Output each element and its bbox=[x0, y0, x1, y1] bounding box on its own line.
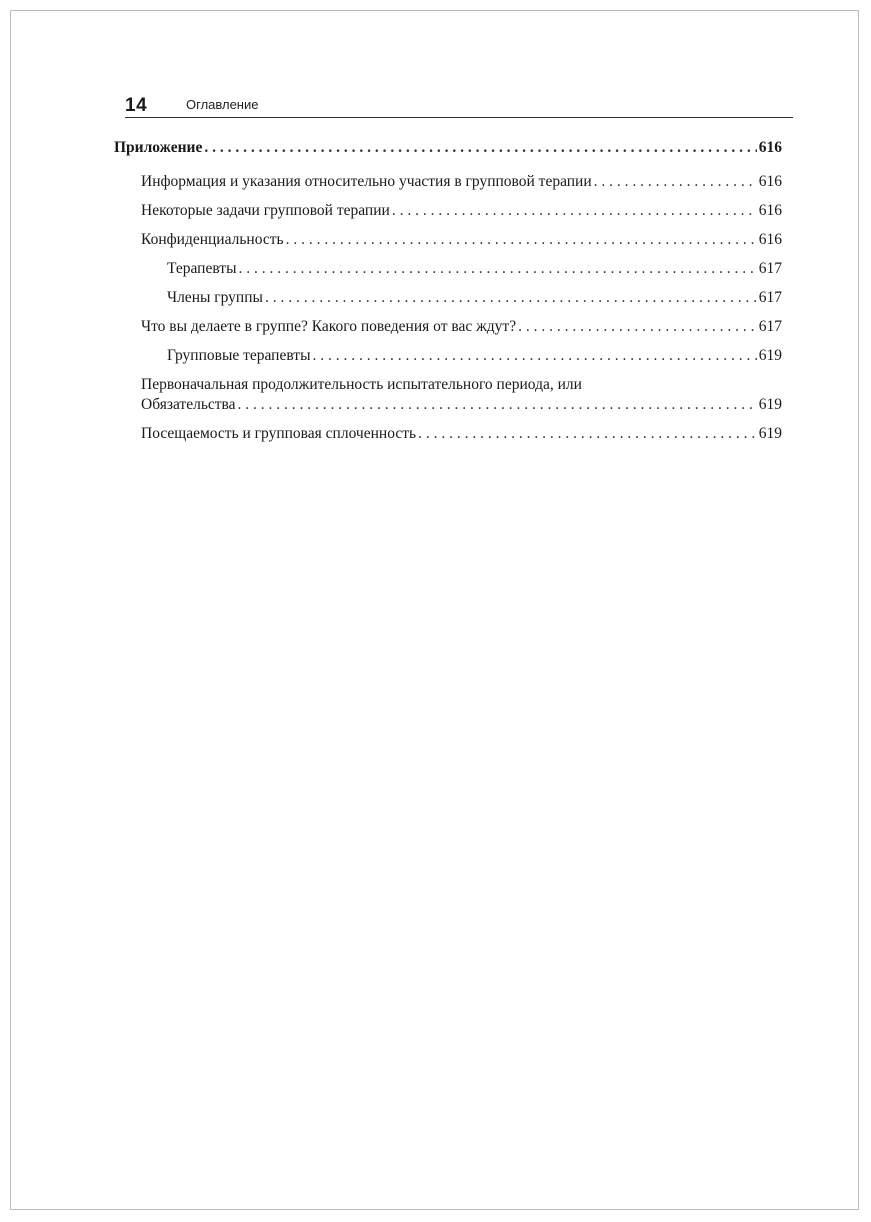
dot-leader bbox=[238, 259, 756, 279]
dot-leader bbox=[418, 424, 757, 444]
toc-subentry[interactable] bbox=[114, 346, 782, 366]
toc-entry-title: Что вы делаете в группе? Какого поведения от вас ждут? bbox=[141, 318, 517, 335]
toc-entry-title-line1: Первоначальная продолжительность испытательного периода, или bbox=[141, 376, 582, 393]
toc-entry-title: Приложение bbox=[114, 139, 203, 156]
toc-entry-page: 619 bbox=[758, 425, 782, 442]
toc-entry-page: 619 bbox=[758, 347, 782, 364]
toc-entry-title: Члены группы bbox=[167, 289, 263, 306]
toc-entry-title: Терапевты bbox=[167, 260, 237, 277]
toc-entry-title: Некоторые задачи групповой терапии bbox=[141, 202, 390, 219]
toc-section-appendix[interactable] bbox=[114, 138, 782, 158]
toc-entry[interactable] bbox=[114, 172, 782, 192]
toc-entry[interactable] bbox=[114, 201, 782, 221]
toc-entry-page: 617 bbox=[758, 289, 782, 306]
toc-entry-title-line2: Обязательства bbox=[141, 396, 236, 413]
toc-subentry[interactable] bbox=[114, 259, 782, 279]
dot-leader bbox=[594, 172, 757, 192]
toc-entry[interactable] bbox=[114, 230, 782, 250]
toc-entry-page: 616 bbox=[758, 202, 782, 219]
table-of-contents bbox=[114, 136, 782, 453]
dot-leader bbox=[392, 201, 757, 221]
toc-entry[interactable] bbox=[114, 424, 782, 444]
dot-leader bbox=[204, 138, 756, 158]
toc-entry-title: Информация и указания относительно участия в групповой терапии bbox=[141, 173, 592, 190]
toc-entry-page: 616 bbox=[758, 231, 782, 248]
running-header bbox=[125, 95, 793, 118]
toc-entry-page: 617 bbox=[758, 318, 782, 335]
toc-entry-page: 616 bbox=[758, 173, 782, 190]
toc-entry-title: Посещаемость и групповая сплоченность bbox=[141, 425, 417, 442]
toc-entry-page: 617 bbox=[758, 260, 782, 277]
running-title: Оглавление bbox=[186, 97, 259, 112]
dot-leader bbox=[265, 288, 757, 308]
toc-entry-title: Групповые терапевты bbox=[167, 347, 311, 364]
page-number: 14 bbox=[125, 95, 148, 116]
dot-leader bbox=[238, 395, 757, 415]
toc-entry-page: 619 bbox=[758, 396, 782, 413]
toc-entry-page: 616 bbox=[758, 139, 782, 156]
toc-subentry[interactable] bbox=[114, 288, 782, 308]
toc-entry-title: Конфиденциальность bbox=[141, 231, 284, 248]
toc-entry[interactable] bbox=[114, 317, 782, 337]
dot-leader bbox=[312, 346, 756, 366]
toc-entry[interactable] bbox=[114, 375, 782, 415]
dot-leader bbox=[286, 230, 757, 250]
dot-leader bbox=[518, 317, 757, 337]
